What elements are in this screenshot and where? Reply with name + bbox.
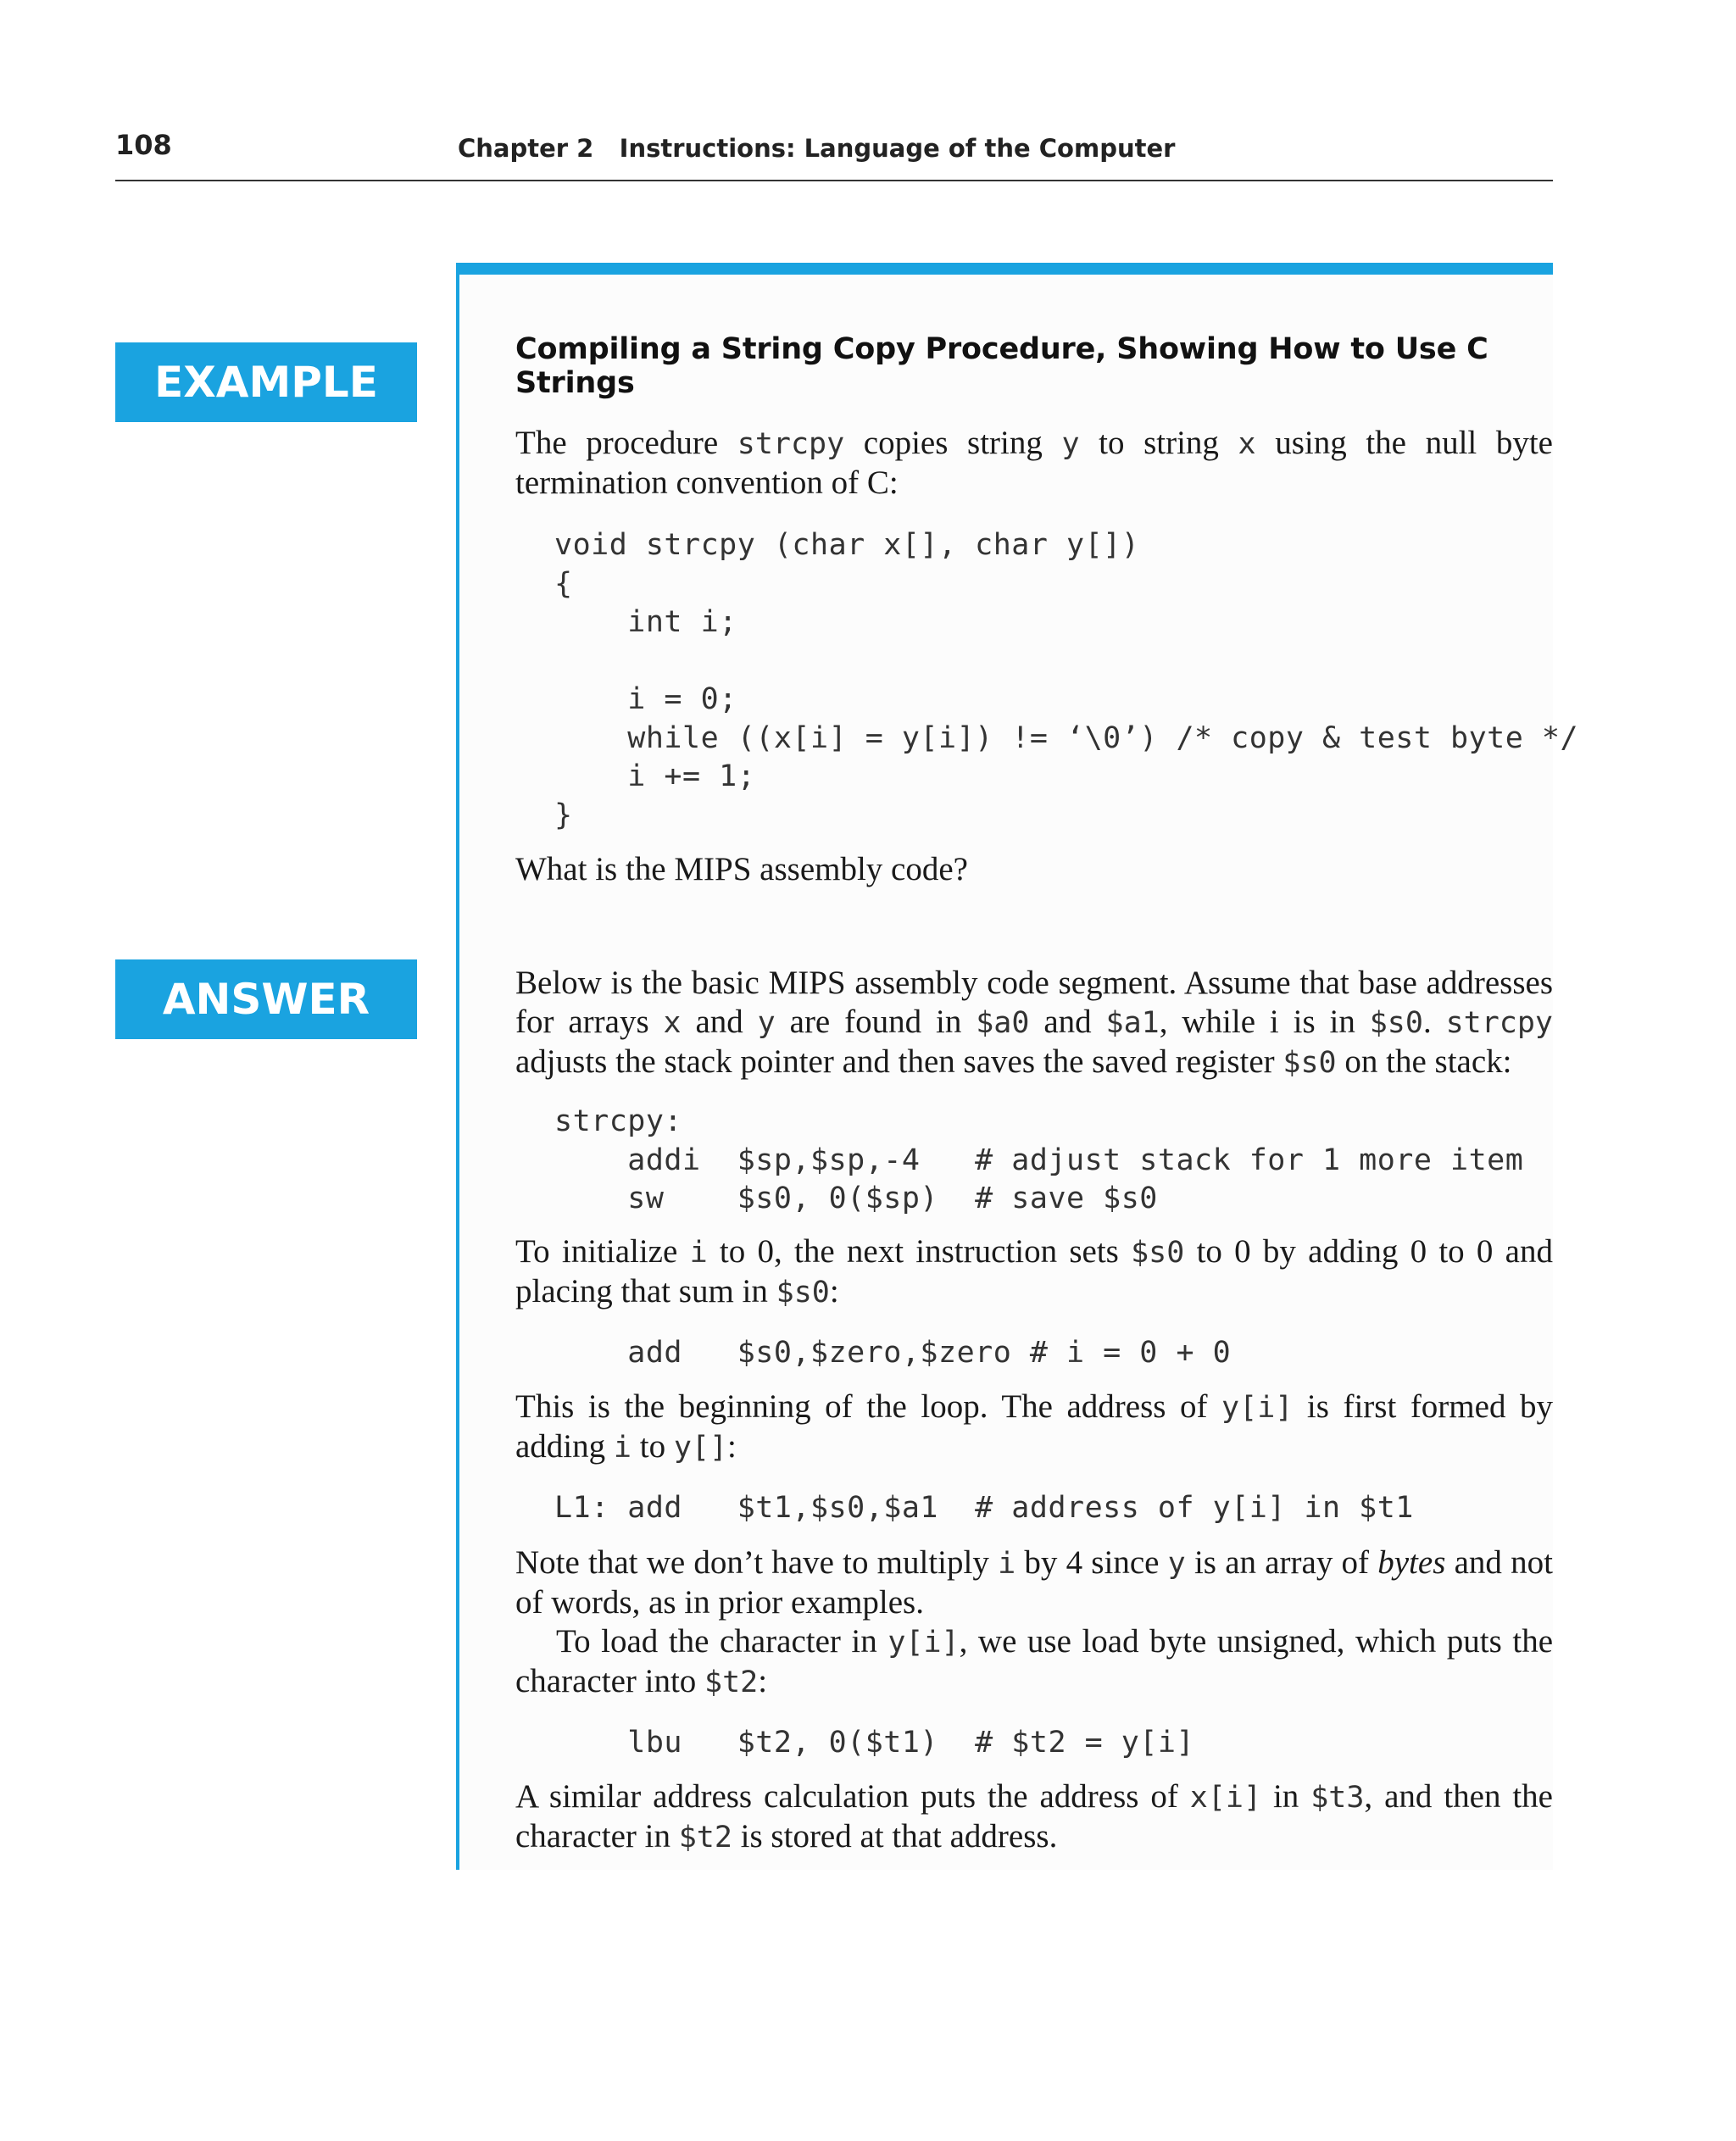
text-run: , while i is in <box>1159 1004 1370 1040</box>
inline-code: i <box>613 1431 632 1465</box>
asm-code-block-4: lbu $t2, 0($t1) # $t2 = y[i] <box>554 1725 1195 1760</box>
text-run: adjusts the stack pointer and then saves the saved register <box>515 1043 1283 1080</box>
text-run: to 0 by adding 0 to 0 and placing that sum in <box>515 1232 1553 1310</box>
intro-paragraph <box>515 424 1553 503</box>
text-run: is first formed by adding <box>515 1388 1553 1465</box>
text-run: is an array of <box>1185 1543 1378 1581</box>
text-run: by 4 since <box>1015 1543 1168 1581</box>
text-run: . <box>1422 1004 1446 1040</box>
inline-code: strcpy <box>1445 1006 1554 1040</box>
inline-code: $s0 <box>1283 1046 1337 1080</box>
text-run: copies string <box>844 425 1062 461</box>
inline-code: i <box>998 1546 1016 1581</box>
text-run: and not of words, as in prior examples. <box>515 1543 1553 1621</box>
text-run: on the stack: <box>1336 1043 1512 1080</box>
example-tag: EXAMPLE <box>115 342 417 422</box>
text-run: The procedure <box>515 425 737 461</box>
text-run: Note that we don’t have to multiply <box>515 1543 999 1581</box>
answer-paragraph-1 <box>515 964 1553 1082</box>
header-rule <box>115 180 1553 181</box>
c-code-block: void strcpy (char x[], char y[]) { int i; i = 0; while ((x[i] = y[i]) != ‘\0’) /* copy & test byte */ i += 1; } <box>554 528 1579 832</box>
text-run: , and then the character in <box>515 1778 1553 1855</box>
inline-code: $s0 <box>1131 1235 1185 1270</box>
answer-tag: ANSWER <box>115 959 417 1039</box>
example-title: Compiling a String Copy Procedure, Showing How to Use C Strings <box>515 332 1488 400</box>
answer-paragraph-2 <box>515 1232 1553 1312</box>
inline-code: $t2 <box>678 1821 732 1855</box>
text-run: in <box>1261 1778 1311 1815</box>
text-run: To initialize <box>515 1232 690 1270</box>
italic-text: bytes <box>1377 1543 1446 1581</box>
text-run: , we use load byte unsigned, which puts the character into <box>515 1622 1553 1699</box>
inline-code: x <box>663 1006 682 1040</box>
text-run: To load the character in <box>556 1622 888 1660</box>
text-run: A similar address calculation puts the address of <box>515 1778 1190 1815</box>
question-text: What is the MIPS assembly code? <box>515 851 968 887</box>
inline-code: y[i] <box>1221 1391 1294 1425</box>
text-run: to 0, the next instruction sets <box>707 1232 1132 1270</box>
answer-paragraph-3 <box>515 1387 1553 1467</box>
text-run: Below is the basic MIPS assembly code segment. Assume that base addresses for arrays <box>515 965 1553 1040</box>
text-run: : <box>829 1272 839 1310</box>
text-run: to string <box>1079 425 1238 461</box>
asm-code-block-2: add $s0,$zero,$zero # i = 0 + 0 <box>554 1335 1232 1370</box>
asm-code-block-1: strcpy: addi $sp,$sp,-4 # adjust stack for 1 more item sw $s0, 0($sp) # save $s0 <box>554 1104 1524 1215</box>
text-run: is stored at that address. <box>732 1818 1058 1855</box>
text-run: : <box>758 1662 768 1699</box>
inline-code: y[i] <box>887 1625 960 1660</box>
asm-code-block-3: L1: add $t1,$s0,$a1 # address of y[i] in $t1 <box>554 1491 1414 1525</box>
inline-code: $a0 <box>976 1006 1030 1040</box>
inline-code: i <box>689 1235 708 1270</box>
text-run: using the null byte termination convention of C: <box>515 425 1553 501</box>
main-content <box>515 332 1579 1857</box>
inline-code: x <box>1238 427 1256 461</box>
inline-code: y[] <box>673 1431 728 1465</box>
inline-code: x[i] <box>1189 1781 1262 1815</box>
text-run: are found in <box>775 1004 976 1040</box>
inline-code: $s0 <box>776 1275 830 1310</box>
text-run: This is the beginning of the loop. The address of <box>515 1388 1222 1425</box>
inline-code: $a1 <box>1105 1006 1160 1040</box>
text-run: to <box>631 1428 674 1465</box>
inline-code: $t3 <box>1310 1781 1365 1815</box>
answer-paragraph-6 <box>515 1777 1553 1857</box>
inline-code: y <box>1167 1546 1186 1581</box>
text-run: and <box>1029 1004 1106 1040</box>
inline-code: $t2 <box>704 1665 759 1699</box>
inline-code: $s0 <box>1369 1006 1423 1040</box>
answer-paragraph-5 <box>515 1622 1553 1702</box>
running-header: Chapter 2 Instructions: Language of the Computer <box>458 134 1176 163</box>
page-number: 108 <box>115 129 172 161</box>
answer-paragraph-4 <box>515 1543 1553 1622</box>
inline-code: y <box>1061 427 1080 461</box>
panel-top-bar <box>456 263 1553 275</box>
text-run: and <box>681 1004 758 1040</box>
inline-code: y <box>757 1006 776 1040</box>
inline-code: strcpy <box>737 427 845 461</box>
panel-left-rule <box>456 263 459 1870</box>
text-run: : <box>727 1428 737 1465</box>
